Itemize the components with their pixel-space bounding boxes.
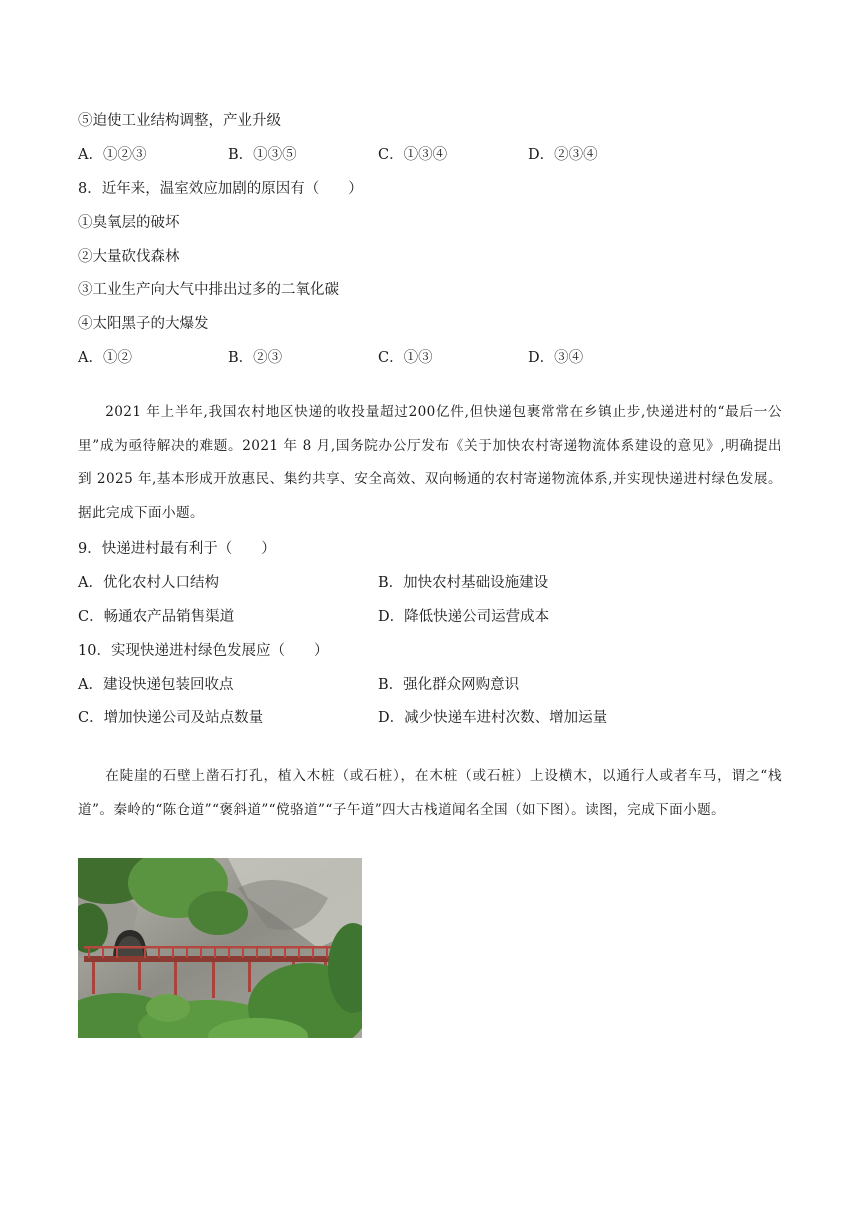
q9-option-b[interactable]: B．加快农村基础设施建设	[378, 575, 549, 591]
q8-item-4: ④太阳黑子的大爆发	[78, 316, 209, 332]
passage-rural-express: 2021 年上半年,我国农村地区快递的收投量超过200亿件,但快递包裹常常在乡镇止步,快递进村的“最后一公里”成为亟待解决的难题。2021 年 8 月,国务院办公厅发布《关于加快农村寄递物流体系建设的意见》,明确提出到 2025 年,基本形成开放惠民、集约共享、安全高效、双向畅通的农村寄递物流体系,并实现快递进村绿色发展。据此完成下面小题。	[78, 404, 782, 521]
q8-option-c[interactable]: C．①③	[378, 350, 433, 366]
q8-item-3: ③工业生产向大气中排出过多的二氧化碳	[78, 282, 339, 298]
q8-option-a[interactable]: A．①②	[78, 350, 132, 366]
q7-option-c[interactable]: C．①③④	[378, 147, 448, 163]
q10-option-a[interactable]: A．建设快递包装回收点	[78, 677, 234, 693]
q10-option-d[interactable]: D．减少快递车进村次数、增加运量	[378, 710, 608, 726]
q7-option-d[interactable]: D．②③④	[528, 147, 598, 163]
q8-option-b[interactable]: B．②③	[228, 350, 283, 366]
q8-item-2: ②大量砍伐森林	[78, 249, 180, 265]
q9-option-c[interactable]: C．畅通农产品销售渠道	[78, 609, 235, 625]
q9-option-d[interactable]: D．降低快递公司运营成本	[378, 609, 550, 625]
q10-option-b[interactable]: B．强化群众网购意识	[378, 677, 520, 693]
q9-option-a[interactable]: A．优化农村人口结构	[78, 575, 219, 591]
q7-item-5: ⑤迫使工业结构调整，产业升级	[78, 113, 281, 129]
q9-stem: 9．快递进村最有利于（ ）	[78, 541, 276, 557]
q8-option-d[interactable]: D．③④	[528, 350, 584, 366]
q8-stem: 8．近年来，温室效应加剧的原因有（ ）	[78, 181, 363, 197]
q10-stem: 10．实现快递进村绿色发展应（ ）	[78, 643, 329, 659]
plank-road-photo	[78, 858, 362, 1038]
passage-plank-road: 在陡崖的石壁上凿石打孔，植入木桩（或石桩），在木桩（或石桩）上设横木，以通行人或者车马，谓之“栈道”。秦岭的“陈仓道”“褒斜道”“傥骆道”“子午道”四大古栈道闻名全国（如下图）。读图，完成下面小题。	[78, 768, 782, 818]
q10-option-c[interactable]: C．增加快递公司及站点数量	[78, 710, 264, 726]
q8-item-1: ①臭氧层的破坏	[78, 215, 180, 231]
q7-option-b[interactable]: B．①③⑤	[228, 147, 297, 163]
q7-option-a[interactable]: A．①②③	[78, 147, 147, 163]
